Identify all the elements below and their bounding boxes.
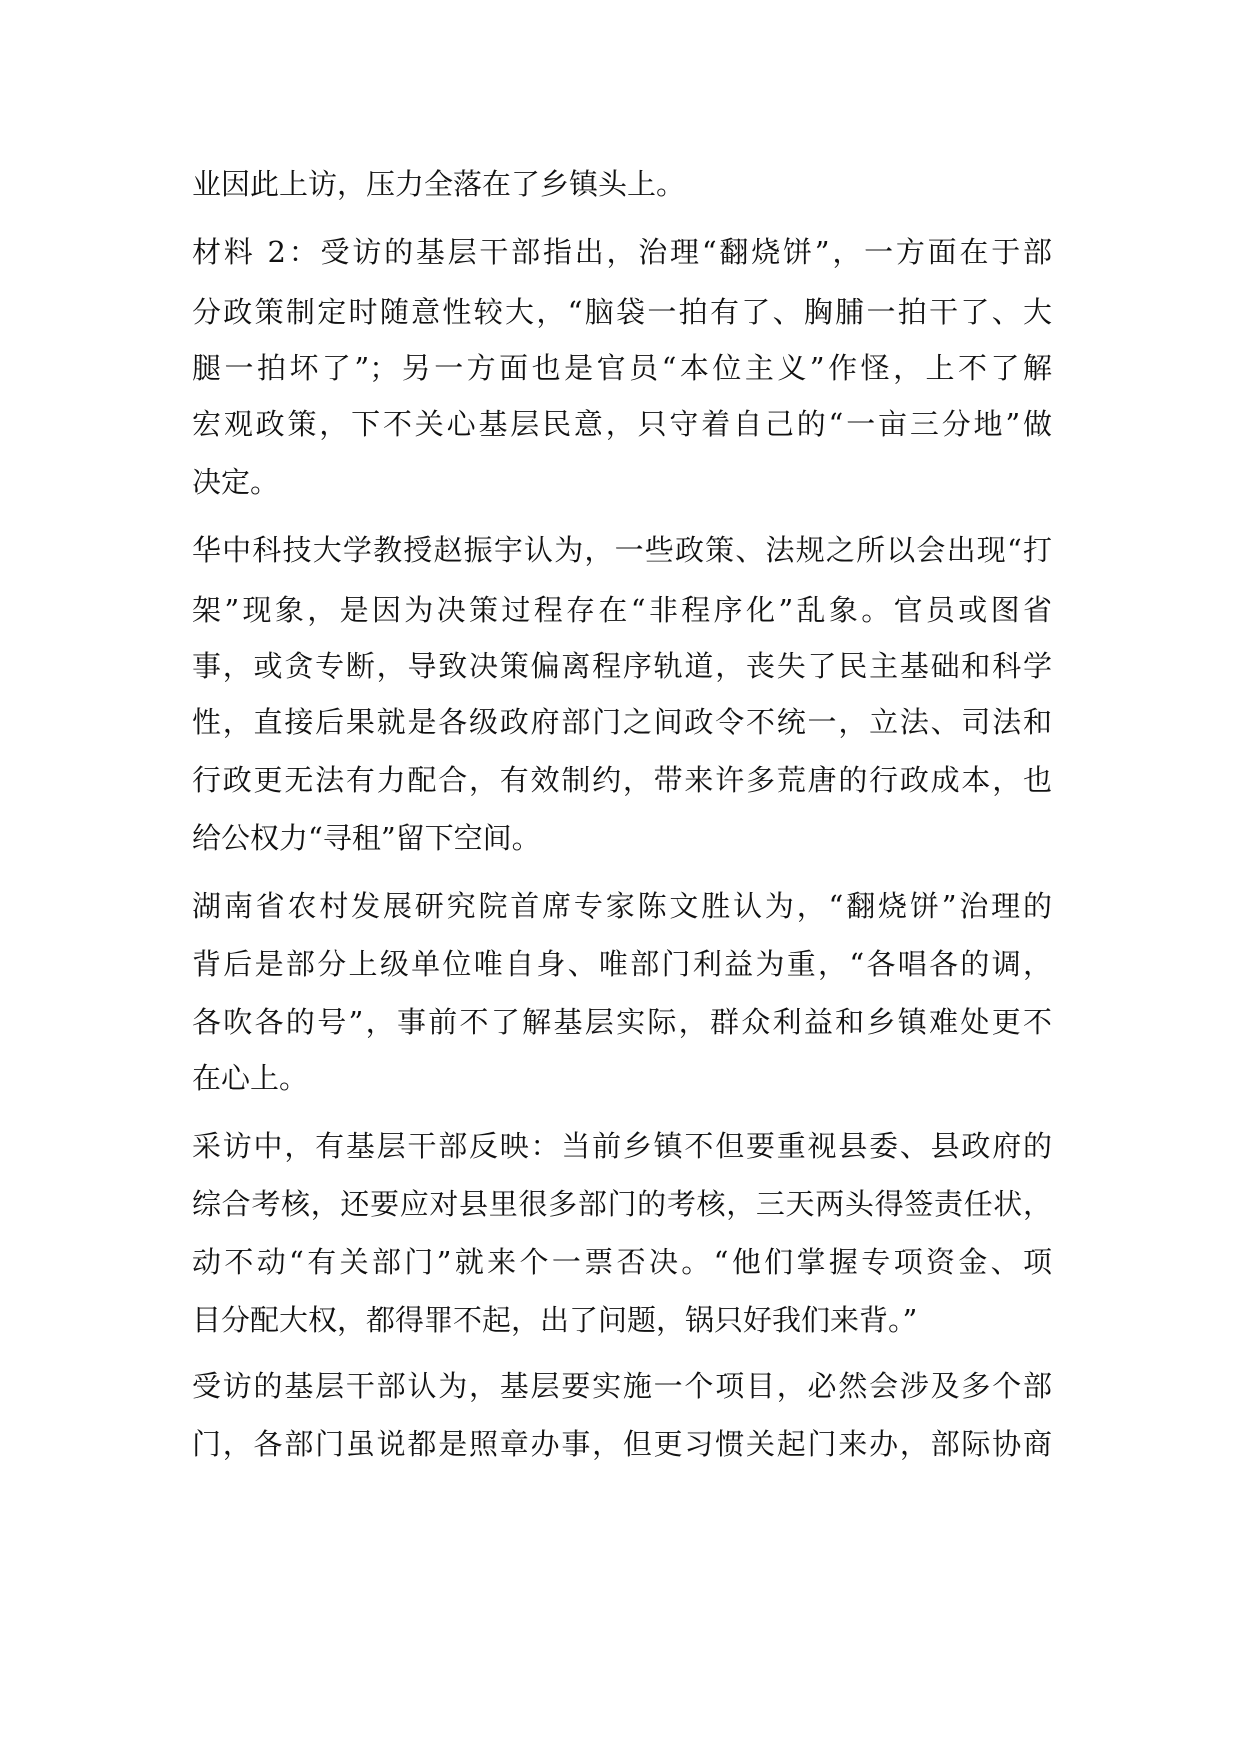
text-line: 宏观政策，下不关心基层民意，只守着自己的“一亩三分地”做 [192, 407, 1052, 441]
text-line: 腿一拍坏了”；另一方面也是官员“本位主义”作怪，上不了解 [192, 351, 1052, 385]
text-line: 背后是部分上级单位唯自身、唯部门利益为重，“各唱各的调， [192, 947, 1052, 981]
text-line: 综合考核，还要应对县里很多部门的考核，三天两头得签责任状， [192, 1187, 1052, 1221]
text-line: 湖南省农村发展研究院首席专家陈文胜认为，“翻烧饼”治理的 [192, 889, 1052, 923]
text-line: 架”现象，是因为决策过程存在“非程序化”乱象。官员或图省 [192, 593, 1052, 627]
text-line: 各吹各的号”，事前不了解基层实际，群众利益和乡镇难处更不 [192, 1005, 1052, 1039]
text-line: 事，或贪专断，导致决策偏离程序轨道，丧失了民主基础和科学 [192, 649, 1052, 683]
text-line: 采访中，有基层干部反映：当前乡镇不但要重视县委、县政府的 [192, 1129, 1052, 1163]
text-line: 动不动“有关部门”就来个一票否决。“他们掌握专项资金、项 [192, 1245, 1052, 1279]
text-line: 决定。 [192, 465, 280, 499]
text-line: 业因此上访，压力全落在了乡镇头上。 [192, 167, 686, 201]
text-line: 门，各部门虽说都是照章办事，但更习惯关起门来办，部际协商 [192, 1427, 1052, 1461]
text-line: 性，直接后果就是各级政府部门之间政令不统一，立法、司法和 [192, 705, 1052, 739]
text-line: 华中科技大学教授赵振宇认为，一些政策、法规之所以会出现“打 [192, 533, 1052, 567]
text-line: 在心上。 [192, 1061, 309, 1095]
text-line: 分政策制定时随意性较大，“脑袋一拍有了、胸脯一拍干了、大 [192, 295, 1052, 329]
text-line: 行政更无法有力配合，有效制约，带来许多荒唐的行政成本，也 [192, 763, 1052, 797]
text-line: 受访的基层干部认为，基层要实施一个项目，必然会涉及多个部 [192, 1369, 1052, 1403]
text-line: 给公权力“寻租”留下空间。 [192, 821, 541, 855]
text-line: 材料 2：受访的基层干部指出，治理“翻烧饼”，一方面在于部 [192, 235, 1052, 269]
text-line: 目分配大权，都得罪不起，出了问题，锅只好我们来背。” [192, 1303, 918, 1337]
